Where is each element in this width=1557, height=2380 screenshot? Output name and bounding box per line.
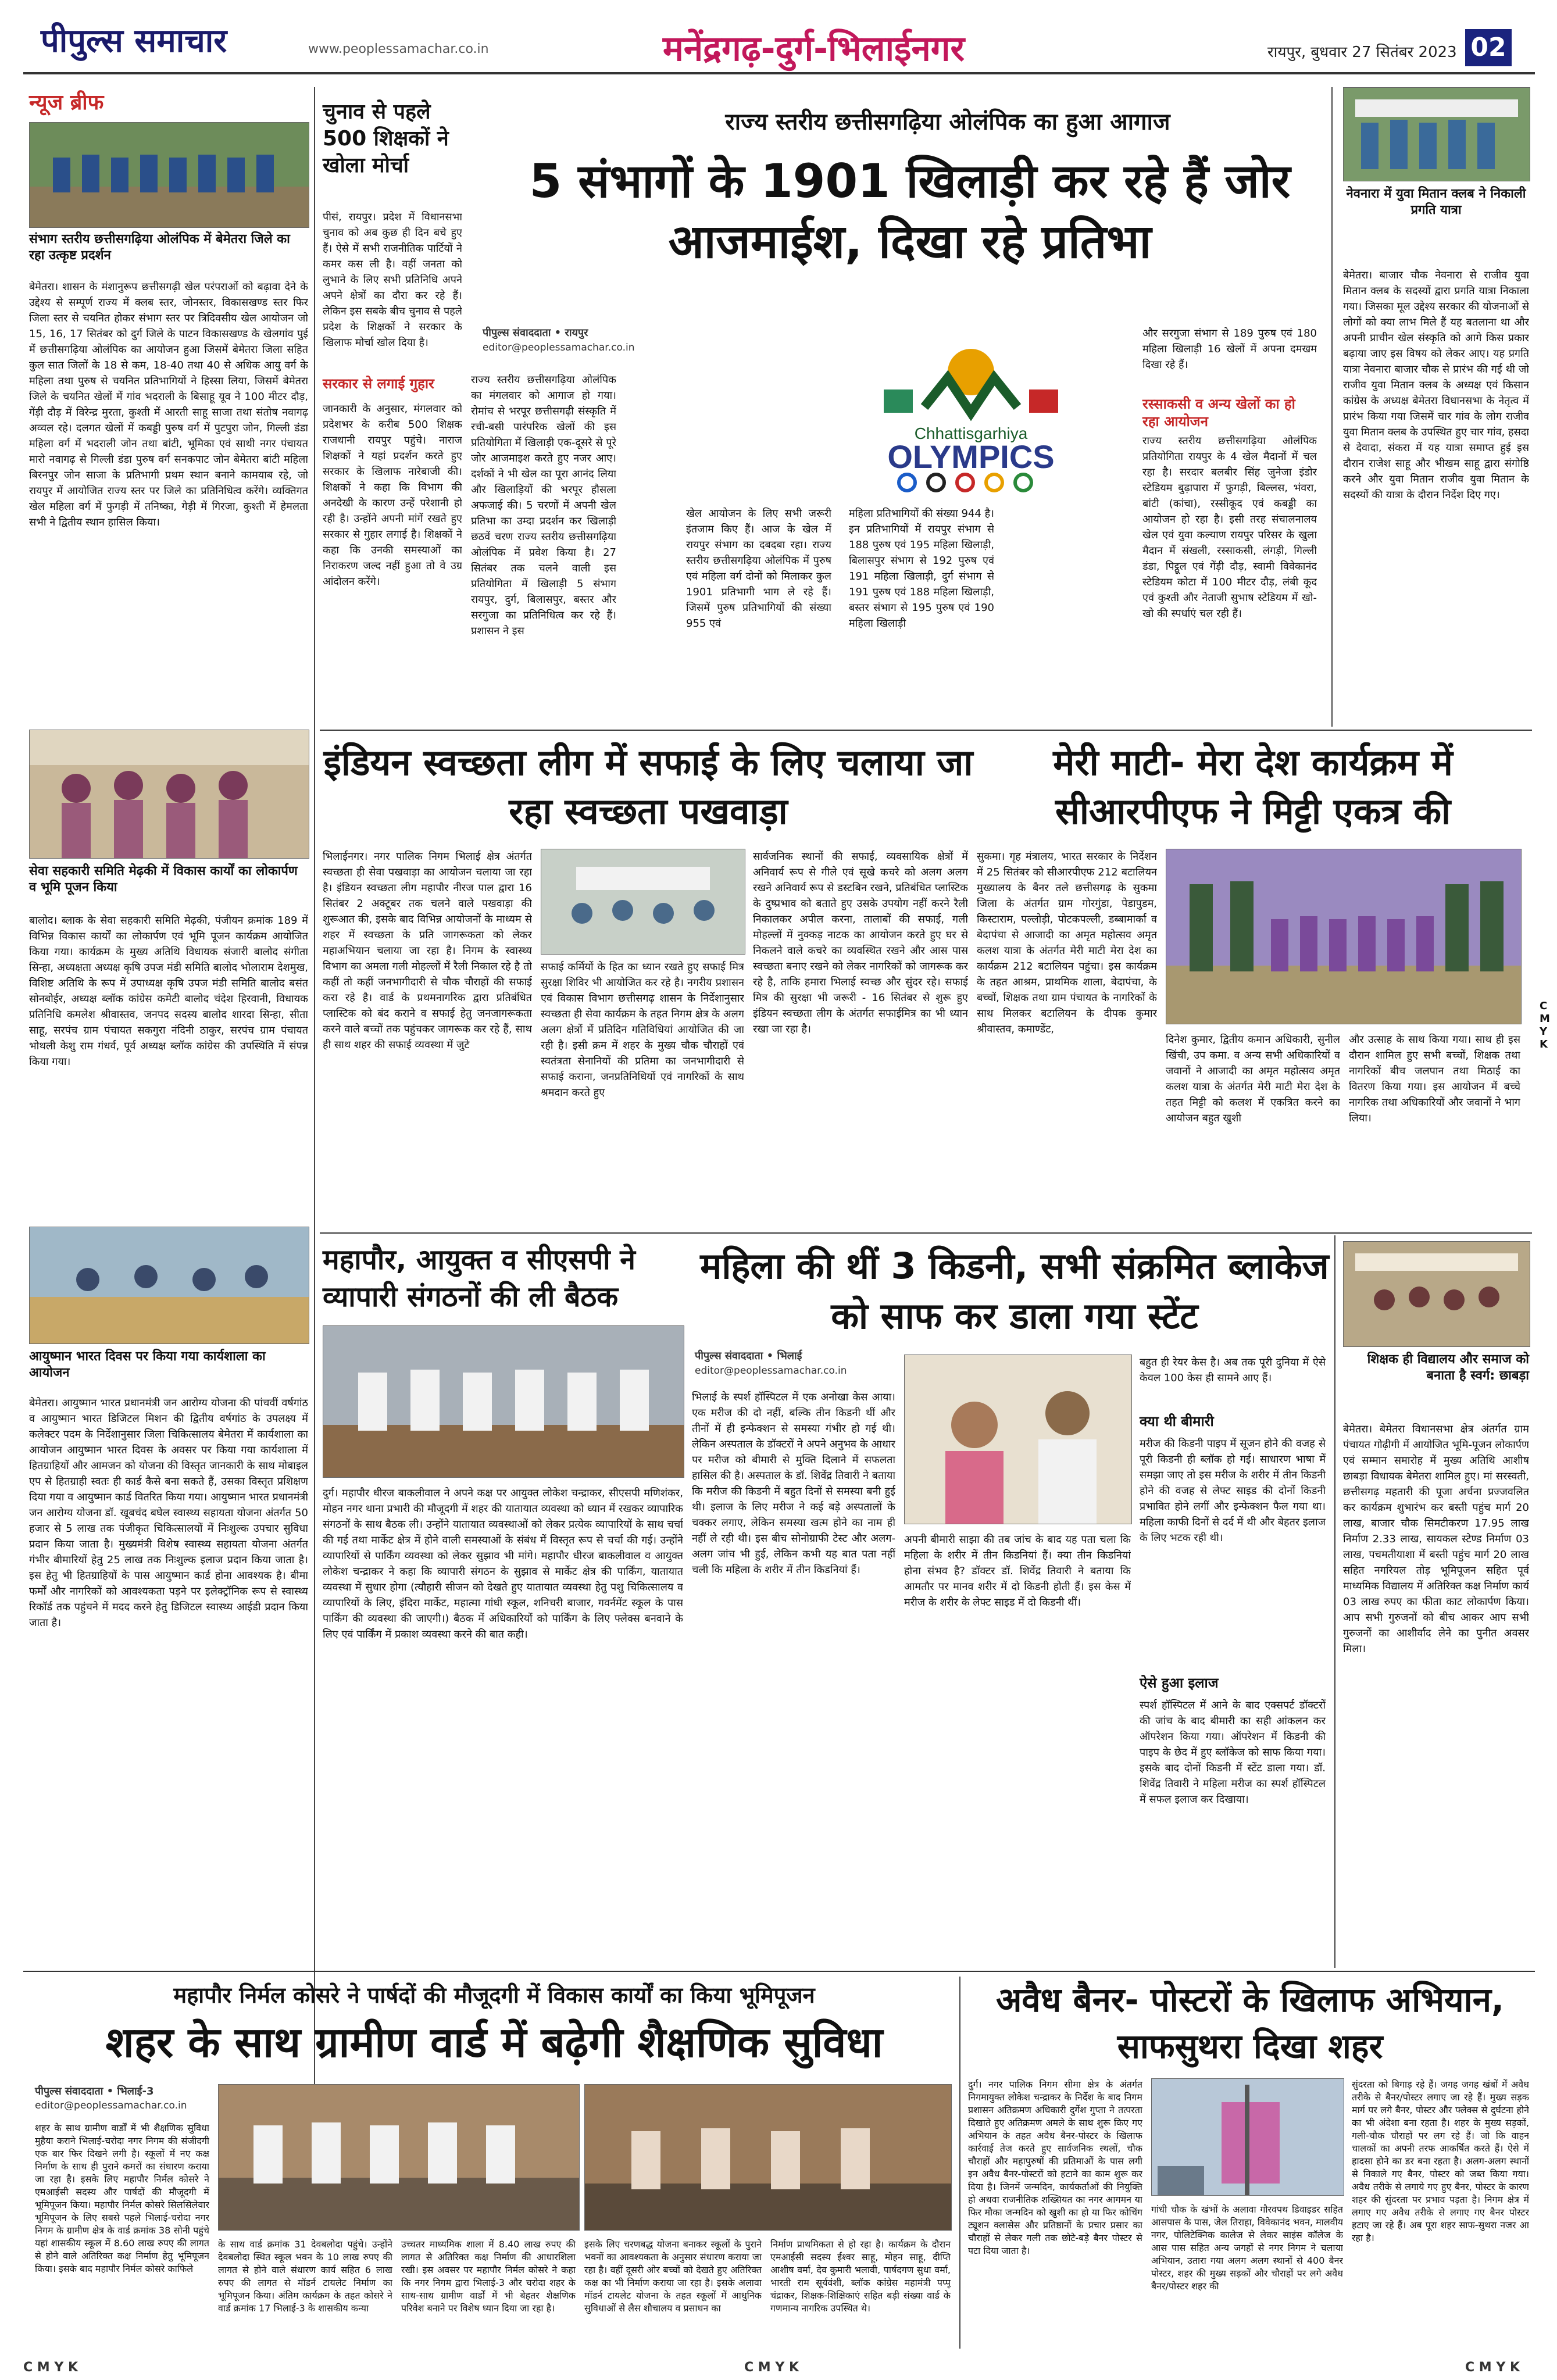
swachhta-headline: इंडियन स्वच्छता लीग में सफाई के लिए चलाया जा रहा स्वच्छता पखवाड़ा bbox=[323, 741, 973, 832]
banner-removal-photo bbox=[1151, 2078, 1344, 2196]
yatra-body: बेमेतरा। बाजार चौक नेवनारा से राजीव युवा मितान क्लब के सदस्यों द्वारा प्रगति यात्रा निकाला गया। जिसका मूल उद्देश्य सरकार की योजनाओं से लोगों को क्या लाभ मिले हैं यह बतलाना था और अपनी प्राचीन खेल संस्कृति को आगे किस प्रकार बढ़ाया जाए इस विषय को लेकर आए। यह प्रगति यात्रा नेवनारा बाजार चौक से प्रारंभ की गई थी जो राजीव युवा मितान क्लब के अध्यक्ष एवं किसान कांग्रेस के अध्यक्ष बेमेतरा विधानसभा के नेतृत्व में प्रारंभ किया गया जिसमें चार गांव के लोग राजीव युवा मितान क्लब के उपस्थित हुए चार गांव, हसदा से देवादा, संकरा में यह यात्रा समाप्त हुई इस दौरान राजेश साहू और भीखम साहू द्वारा संगोष्ठि करने और युवा मितान राजीव युवा मितान के सदस्यों की यात्रा के दौरान निर्देश दिए गए। bbox=[1343, 269, 1529, 501]
teacher-event-photo bbox=[1343, 1241, 1530, 1347]
bhoomipujan-photo-2 bbox=[584, 2084, 952, 2231]
cg-olympics-logo bbox=[797, 326, 1145, 494]
olympic-headline: 5 संभागों के 1901 खिलाड़ी कर रहे हैं जोर आजमाईश, दिखा रहे प्रतिभा bbox=[529, 154, 1291, 269]
olympic-body3: महिला प्रतिभागियों की संख्या 944 है। इन प्रतिभागियों में रायपुर संभाग से 188 पुरुष एवं 195 महिला खिलाड़ी, बिलासपुर संभाग से 192 पुरुष एवं 191 महिला खिलाड़ी, दुर्ग संभाग से 191 पुरुष एवं 188 महिला खिलाड़ी, बस्तर संभाग से 195 पुरुष एवं 190 महिला खिलाड़ी bbox=[849, 508, 994, 630]
kidney-body2: अपनी बीमारी साझा की तब जांच के बाद यह पता चला कि महिला के शरीर में तीन किडनियां हैं। क्या तीन किडनियां होना संभव है? डॉक्टर डॉ. शिवेंद्र तिवारी ने बताया कि आमतौर पर मानव शरीर में दो किडनी होती हैं। इस केस में मरीज के शरीर के लेफ्ट साइड में दो किडनी थीं। bbox=[904, 1534, 1131, 1609]
banners-body3: सुंदरता को बिगाड़ रहे हैं। जगह जगह खंबों में अवैध तरीके से बैनर/पोस्टर लगाए जा रहे हैं। मुख्य सड़क मार्ग पर लगे बैनर, पोस्टर और फ्लेक्स से दुर्घटना होने का भी अंदेशा बना रहता है। शहर के मुख्य सड़कों, गली-चौक चौराहों पर लग रहे हैं। जो कि वाहन चालकों का अपनी तरफ आकर्षित करते हैं। ऐसे में हादसा होने का डर बना रहता है। अलग-अलग स्थानों से निकाले गए बैनर, पोस्टर को जब्त किया गया। अवैध तरीके से लगाये गए हुए बैनर, पोस्टर के कारण शहर की सुंदरता पर प्रभाव पड़ता है। निगम क्षेत्र में लगाए गए अवैध तरीके से लगाए गए बैनर पोस्टर हटाए जा रहे हैं। अब पूरा शहर साफ-सुथरा नजर आ रहा है। bbox=[1352, 2079, 1529, 2243]
cmyk-mark-center: C M Y K bbox=[744, 2360, 799, 2375]
wards-email[interactable]: editor@peoplessamachar.co.in bbox=[35, 2100, 187, 2111]
teachers-headline: चुनाव से पहले 500 शिक्षकों ने खोला मोर्चा bbox=[323, 100, 449, 177]
wards-byline: पीपुल्स संवाददाता • भिलाई-3 bbox=[35, 2085, 154, 2097]
banners-body1: दुर्ग। नगर पालिक निगम सीमा क्षेत्र के अंतर्गत निगमायुक्त लोकेश चन्द्राकर के निर्देश के बाद निगम प्रशासन अतिक्रमण अधिकारी दुर्गेश गुप्ता ने तत्परता दिखाते हुए अतिक्रमण अमले के साथ शुरू किए गए अभियान के तहत अवैध बैनर-पोस्टर के खिलाफ कार्रवाई तेज करते हुए सार्वजनिक स्थलों, चौक चौराहों और महापुरुषों की प्रतिमाओं के पास लगी इन अवैध बैनर-पोस्टरों को हटाने का काम शुरू कर दिया है। जिनमें जन्मदिन, कार्यकर्ताओं की नियुक्ति हो अथवा राजनीतिक शख्सियत का नगर आगमन या फिर मौका जन्मदिन को खुशी का हो या फिर कोचिंग ट्यूशन क्लासेस और प्रतिष्ठानों के प्रचार प्रसार का चौराहों से लेकर गली तक छोटे-बड़े बैनर पोस्टर से पटा दिया जाता है। bbox=[968, 2079, 1142, 2256]
sports-team-photo bbox=[29, 122, 309, 228]
kidney-body1: भिलाई के स्पर्श हॉस्पिटल में एक अनोखा केस आया। एक मरीज की दो नहीं, बल्कि तीन किडनी थीं और तीनों में ही इन्फेक्शन से समस्या गंभीर हो गई थी। लेकिन अस्पताल के डॉक्टरों ने अपने अनुभव के आधार पर मरीज को बीमारी से मुक्ति दिलाने में सफलता हासिल की है। अस्पताल के डॉ. शिवेंद्र तिवारी ने बताया कि मरीज की किडनी में बहुत दिनों से समस्या बनी हुई थी। इलाज के लिए मरीज ने कई बड़े अस्पतालों के चक्कर लगाए, लेकिन समस्या खत्म होने का नाम ही नहीं ले रही थी। इस बीच सोनोग्राफी टेस्ट और अलग-अलग जांच भी हुई, लेकिन कभी यह बात पता नहीं चली कि महिला के शरीर में तीन किडनियां हैं। bbox=[692, 1391, 895, 1576]
meri-mati-body2: दिनेश कुमार, द्वितीय कमान अधिकारी, सुनील खिंची, उप कमा. व अन्य सभी अधिकारियों व जवानों ने आजादी का अमृत महोत्सव अमृत कलश यात्रा के अंतर्गत मेरी माटी मेरा देश के तहत मिट्टी को कलश में एकत्रित करने का आयोजन बहुत खुशी bbox=[1166, 1034, 1340, 1124]
olympic-kicker: राज्य स्तरीय छत्तीसगढ़िया ओलंपिक का हुआ आगाज bbox=[725, 109, 1170, 135]
teachers-subhead: सरकार से लगाई गुहार bbox=[323, 376, 434, 392]
wards-body4: इसके लिए चरणबद्ध योजना बनाकर स्कूलों के पुराने भवनों का आवश्यकता के अनुसार संधारण कराया जा रहा है। वहीं दूसरी ओर बच्चों को देखते हुए अतिरिक्त कक्ष का भी निर्माण कराया जा रहा है। इसके अलावा मॉडर्न टायलेट योजना के तहत स्कूलों में आधुनिक सुविधाओं से लैस शौचालय व प्रसाधन का bbox=[584, 2239, 762, 2314]
swachhta-body2: सफाई कर्मियों के हित का ध्यान रखते हुए सफाई मित्र सुरक्षा शिविर भी आयोजित कर रहे है। नगरीय प्रशासन एवं विकास विभाग छत्तीसगढ़ शासन के निर्देशानुसार स्वच्छता ही सेवा कार्यक्रम के तहत निगम क्षेत्र के अलग अलग क्षेत्रों में प्रतिदिन गतिविधियां आयोजित की जा रही है। इसी क्रम में शहर के मुख्य चौक चौराहों एवं स्वतंत्रता सेनानियों की प्रतिमा का जनभागीदारी से सफाई कराना, जनप्रतिनिधियों एवं नागरिकों के साथ श्रमदान करते हुए bbox=[541, 961, 744, 1099]
olympic-email[interactable]: editor@peoplessamachar.co.in bbox=[483, 342, 635, 353]
brief3-caption: आयुष्मान भारत दिवस पर किया गया कार्यशाला का आयोजन bbox=[29, 1349, 266, 1380]
meri-mati-body3: और उत्साह के साथ किया गया। साथ ही इस दौरान शामिल हुए सभी बच्चों, शिक्षक तथा नागरिकों बीच जलपान तथा मिठाई का वितरण किया गया। इस आयोजन में बच्चे नागरिक तथा अधिकारियों और जवानों ने भाग लिया। bbox=[1349, 1034, 1520, 1124]
meri-mati-body1: सुकमा। गृह मंत्रालय, भारत सरकार के निर्देशन में 25 सितंबर को सीआरपीएफ 212 बटालियन मुख्यालय के बैनर तले छत्तीसगढ़ के सुकमा जिला के अंतर्गत ग्राम गोरगुंडा, पेडापुडम, किस्टाराम, पल्लोड़ी, पोटकपल्ली, डब्बामार्का व बेदापंचा से आजादी का अमृत महोत्सव अमृत कलश यात्रा के अंतर्गत मेरी माटी मेरा देश का कार्यक्रम 212 बटालियन पहुंचा। इस कार्यक्रम के तहत आश्रम, प्राथमिक शाला, बेदापंचा, के बच्चों, शिक्षक तथा ग्राम पंचायत के नागरिकों के साथ मिलकर बटालियन के दीपक कुमार श्रीवास्तव, कमाण्डेंट, bbox=[977, 850, 1157, 1035]
swachhta-photo bbox=[541, 849, 745, 955]
brief1-caption: संभाग स्तरीय छत्तीसगढ़िया ओलंपिक में बेमेतरा जिले का रहा उत्कृष्ट प्रदर्शन bbox=[29, 232, 290, 263]
teachers-body: पीसं, रायपुर। प्रदेश में विधानसभा चुनाव को अब कुछ ही दिन बचे हुए हैं। ऐसे में सभी राजनीतिक पार्टियों ने कमर कस ली है। वहीं जनता को लुभाने के लिए सभी प्रतिनिधि अपने अपने क्षेत्रों का दौरा कर रहे हैं। लेकिन इस सबके बीच चुनाव से पहले प्रदेश के शिक्षकों ने सरकार के खिलाफ मोर्चा खोल दिया है। bbox=[323, 211, 462, 349]
logo-main-text: OLYMPICS bbox=[887, 438, 1055, 475]
cmyk-mark-right: C M Y K bbox=[1465, 2360, 1520, 2375]
kidney-body5: स्पर्श हॉस्पिटल में आने के बाद एक्सपर्ट डॉक्टरों की जांच के बाद बीमारी का सही आंकलन कर ऑपरेशन किया गया। ऑपरेशन में किडनी की पाइप के छेद में हुए ब्लॉकेज को साफ किया गया। इसके बाद दोनों किडनी में स्टेंट डाला गया। डॉ. शिवेंद्र तिवारी ने महिला मरीज का स्पर्श हॉस्पिटल में सफल इलाज कर दिखाया। bbox=[1140, 1699, 1326, 1806]
crpf-children-photo bbox=[1166, 849, 1522, 1024]
wards-body5: निर्माण प्राथमिकता से हो रहा है। कार्यक्रम के दौरान एमआईसी सदस्य ईश्वर साहू, मोहन साहू, दीप्ति आशीष वर्मा, देव कुमारी भलावी, पार्षदगण सुधा वर्मा, भारती राम सूर्यवंशी, ब्लॉक कांग्रेस महामंत्री पप्पू चंद्राकर, शिक्षक-शिक्षिकाएं सहित बड़ी संख्या वार्ड के गणमान्य नागरिक उपस्थित थे। bbox=[770, 2239, 951, 2314]
kidney-body4: मरीज की किडनी पाइप में सूजन होने की वजह से पूरी किडनी ही ब्लॉक हो गई। साधारण भाषा में समझा जाए तो इस मरीज के शरीर में तीन किडनी होने की वजह से लेफ्ट साइड की दोनों किडनी प्रभावित होने लगीं और इन्फेक्शन फैल गया था। महिला काफी दिनों से दर्द में थी और बेहतर इलाज के लिए भटक रही थी। bbox=[1140, 1438, 1326, 1544]
mayor-meeting-body: दुर्ग। महापौर धीरज बाकलीवाल ने अपने कक्ष पर आयुक्त लोकेश चन्द्राकर, सीएसपी मणिशंकर, मोहन नगर थाना प्रभारी की मौजूदगी में शहर की यातायात व्यवस्था को ध्यान में रखकर व्यापारिक संगठनों के साथ बैठक ली। उन्होंने यातायात व्यवस्थाओं को लेकर प्रत्येक व्यापारियों के साथ चर्चा की गई तथा मार्केट क्षेत्र में होने वाली समस्याओं के संबंध में विस्तृत रूप से चर्चा की गई। उन्होंने व्यापारियों से पार्किंग व्यवस्था को लेकर सुझाव भी मांगे। महापौर धीरज बाकलीवाल व आयुक्त लोकेश चन्द्राकर ने कहा कि व्यापारी संगठन के सुझाव से मार्केट क्षेत्र की पार्किंग, यातायात व्यवस्था में सुधार होगा (त्यौहारी सीजन को देखते हुए यातायात व्यवस्था हेतु पशु चिकित्सालय व व्यापारियों के लिए, इंदिरा मार्केट, महात्मा गांधी स्कूल, शनिचरी बाजार, गवर्नमेंट स्कूल के पास पार्किंग की व्यवस्था की जाएगी।) बैठक में अधिकारियों को पार्किंग के लिए फ्लेक्स बनवाने के लिए एवं पार्किंग में प्रकाश व्यवस्था करने की बात कही। bbox=[323, 1487, 683, 1641]
cmyk-mark-side: CMYK bbox=[1540, 1000, 1550, 1050]
olympic-body4: और सरगुजा संभाग से 189 पुरुष एवं 180 महिला खिलाड़ी 16 खेलों में अपना दमखम दिखा रहे हैं। bbox=[1142, 327, 1317, 371]
kidney-byline: पीपुल्स संवाददाता • भिलाई bbox=[695, 1350, 802, 1362]
brief2-caption: सेवा सहकारी समिति मेढ़की में विकास कार्यों का लोकार्पण व भूमि पूजन किया bbox=[29, 864, 298, 895]
brief3-body: बेमेतरा। आयुष्मान भारत प्रधानमंत्री जन आरोग्य योजना की पांचवीं वर्षगांठ व आयुष्मान भारत डिजिटल मिशन की द्वितीय वर्षगांठ के उपलक्ष्य में कलेक्टर पदम के निर्देशानुसार जिला चिकित्सालय बेमेतरा में कार्यशाला का आयोजन आयुष्मान भारत दिवस के अवसर पर किया गया कार्यशाला में हितग्राहियों और आमजन को योजना की विस्तृत जानकारी के साथ मोबाइल एप से हितग्राही स्वतः ही कार्ड कैसे बना सकते हैं, उसका विस्तृत प्रशिक्षण दिया गया व आयुष्मान कार्ड वितरित किया गया। आयुष्मान भारत प्रधानमंत्री जन आरोग्य योजना डॉ. खूबचंद बघेल स्वास्थ्य सहायता योजना अंतर्गत 50 हजार से 5 लाख तक पंजीकृत चिकित्सालयों में निःशुल्क उपचार सुविधा प्रदान किया जाता है। मुख्यमंत्री विशेष स्वास्थ्य सहायता योजना अंतर्गत गंभीर बीमारियों हेतु 25 लाख तक निःशुल्क इलाज प्रदान किया जाता है। इस हेतु भी हितग्राहियों के पास आयुष्मान कार्ड होना आवश्यक है। बीमा फर्मों और नागरिकों को आवश्यकता पड़ने पर इलेक्ट्रॉनिक रूप से स्वास्थ्य रिकॉर्ड तक पहुंचने में मदद करने हेतु डिजिटल स्वास्थ्य आईडी प्रदान किया जाता है। bbox=[29, 1397, 308, 1629]
olympic-subhead: रस्साकसी व अन्य खेलों का हो रहा आयोजन bbox=[1142, 396, 1295, 430]
issue-date: रायपुर, बुधवार 27 सितंबर 2023 bbox=[1267, 44, 1457, 61]
wards-body2: के साथ वार्ड क्रमांक 31 देवबलोदा पहुंचे। उन्होंने देवबलोदा स्थित स्कूल भवन के 10 लाख रुपए की लागत से होने वाले संधारण कार्य सहित 6 लाख रुपए की लागत से मॉडर्न टायलेट निर्माण का भूमिपूजन किया। अंतिम कार्यक्रम के तहत कोसरे ने वार्ड क्रमांक 17 भिलाई-3 के शासकीय कन्या bbox=[218, 2239, 392, 2314]
wards-body1: शहर के साथ ग्रामीण वार्डों में भी शैक्षणिक सुविधा मुहैया कराने भिलाई-चरोदा नगर निगम की संजीदगी एक बार फिर दिखने लगी है। स्कूलों में नए कक्ष निर्माण के साथ ही पुराने कमरों का संधारण कराया जा रहा है। इसके लिए महापौर निर्मल कोसरे ने एमआईसी सदस्य और पार्षदों की मौजूदगी में भूमिपूजन किया। महापौर निर्मल कोसरे सिलसिलेवार भूमिपूजन के लिए सबसे पहले भिलाई-चरोदा नगर निगम के ग्रामीण क्षेत्र के वार्ड क्रमांक 38 सोनी पहुंचे यहां शासकीय स्कूल में 8.60 लाख रुपए की लागत से होने वाले अतिरिक्त कक्ष निर्माण हेतु भूमिपूजन किया। इसके बाद महापौर निर्मल कोसरे काफिले bbox=[35, 2122, 209, 2274]
wards-headline: शहर के साथ ग्रामीण वार्ड में बढ़ेगी शैक्षणिक सुविधा bbox=[105, 2018, 883, 2067]
swachhta-body3: सार्वजनिक स्थानों की सफाई, व्यवसायिक क्षेत्रों में अनिवार्य रूप से गीले एवं सूखे कचरे को अलग अलग रखने अनिवार्य रूप से डस्टबिन रखने, प्रतिबंधित प्लास्टिक के दुष्प्रभाव को बताते हुए उसके उपयोग नहीं करने रैली निकालकर अपील करना, तालाबों की सफाई, गली मोहल्लों में नुक्कड़ नाटक का आयोजन करते हुए घर से निकलने वाले कचरे का व्यवस्थित रखने और आस पास स्वच्छता बनाए रखने को लेकर नागरिकों को जागरूक कर रहे है, ताकि हमारा भिलाई स्वच्छ और सुंदर रहे। सफाई मित्र की सुरक्षा भी जरूरी - 16 सितंबर से शुरू हुए इंडियन स्वच्छता लीग के अंतर्गत सफाईमित्र का भी ध्यान रखा जा रहा है। bbox=[753, 850, 968, 1035]
swachhta-body1: भिलाईनगर। नगर पालिक निगम भिलाई क्षेत्र अंतर्गत स्वच्छता ही सेवा पखवाड़ा का आयोजन चलाया जा रहा है। इंडियन स्वच्छता लीग महापौर नीरज पाल द्वारा 16 सितंबर 2 अक्टूबर तक चलने वाले पखवाड़ा की शुरूआत की, इसके बाद विभिन्न आयोजनों के माध्यम से शहर में स्वच्छता के प्रति जागरूकता को लेकर महाअभियान चलाया जा रहा है। निगम के स्वास्थ्य विभाग का अमला गली मोहल्लों में रैली निकाल रहे है तो कहीं तो कहीं जनभागीदारी से चौक चौराहों की सफाई करा रहे है। वार्ड के प्रथमनागरिक द्वारा प्रतिबंधित प्लास्टिक को बंद कराने व सफाई हेतु जनजागरूकता करने वाले बच्चों तक पहुंचकर जागरूक कर रहे हैं, साथ ही साथ शहर की सफाई व्यवस्था में जुटे bbox=[323, 850, 532, 1051]
banners-headline: अवैध बैनर- पोस्टरों के खिलाफ अभियान, साफसुथरा दिखा शहर bbox=[996, 1980, 1504, 2066]
brief1-body: बेमेतरा। शासन के मंशानुरूप छत्तीसगढ़ी खेल परंपराओं को बढ़ावा देने के उद्देश्य से सम्पूर्ण राज्य में क्लब स्तर, जोनस्तर, विकासखण्ड स्तर फिर जिला स्तर से चयनित होकर संभाग स्तर पर त्रिदिवसीय खेल आयोजन जो 15, 16, 17 सितंबर को दुर्ग जिले के पाटन विकासखण्ड के खेलगांव पुई में छत्तीसगढ़िया ओलंपिक का आयोजन हुआ जिसमें बेमेतरा जिला सहित कुल सात जिलों के 18 से कम, 18-40 तथा 40 से अधिक आयु वर्ग के महिला तथा पुरुष से चयनित प्रतिभागियों ने हिस्सा लिया, जिसमें बेमेतरा जिले के चयनित खेलों में गांव भदराली के बिसाहू यूव ने 100 मीटर दौड़, गेंड़ी दौड़ में विरेन्द्र मुरता, कुश्ती में आरती साहू साजा तथा संतोष नवागढ़ अव्वल रहे। दलगत खेलों में कबड्डी पुरुष वर्ग में पुटपुरा जोन, गिल्ली डंडा महिला वर्ग में भदराली जोन तथा बांटी, भूमिका एवं साथी नगर पंचायत मारो नवागढ़ से गिल्ली डंडा पुरुष वर्ग सनकपाट जोन बेमेतरा बांटी महिला बिरनपुर जोन साजा के प्रतिभागी प्रथम स्थान बनाने कामयाब रहे, जो रायपुर में आयोजित राज्य स्तर पर जिले का प्रतिनिधित्व करेंगे। व्यक्तिगत खेल महिला वर्ग में फुगड़ी में तनिष्का, गेड़ी में गिरजा, कुश्ती में हेमलता सभी ने द्वितीय स्थान हासिल किया। bbox=[29, 281, 308, 528]
logo-top-text: Chhattisgarhiya bbox=[914, 424, 1028, 442]
wards-body3: उच्चतर माध्यमिक शाला में 8.40 लाख रुपए की लागत से अतिरिक्त कक्ष निर्माण की आधारशिला रखी। इस अवसर पर महापौर निर्मल कोसरे ने कहा कि नगर निगम द्वारा भिलाई-3 और चरोदा शहर के साथ-साथ ग्रामीण वार्डों में भी बेहतर शैक्षणिक परिवेश बनाने पर विशेष ध्यान दिया जा रहा है। bbox=[401, 2239, 576, 2314]
olympic-body5: राज्य स्तरीय छत्तीसगढ़िया ओलंपिक प्रतियोगिता रायपुर के 4 खेल मैदानों में चल रहा है। सरदार बलबीर सिंह जुनेजा इंडोर स्टेडियम बुढ़ापारा में फुगड़ी, बिल्लस, भंवरा, बांटी (कांचा), रस्सीकूद एवं कबड्डी का आयोजन हो रहा है। इसी तरह संचालनालय खेल एवं युवा कल्याण रायपुर परिसर के खुला मैदान में संखली, रस्साकसी, लंगड़ी, गिल्ली डंडा, पिट्ठूल एवं गेंड़ी दौड़, स्वामी विवेकानंद स्टेडियम कोटा में 100 मीटर दौड़, लंबी कूद एवं कुश्ती और नेताजी सुभाष स्टेडियम में खो-खो की स्पर्धाएं चल रही हैं। bbox=[1142, 435, 1317, 620]
olympic-body2: खेल आयोजन के लिए सभी जरूरी इंतजाम किए हैं। आज के खेल में रायपुर संभाग का दबदबा रहा। राज्य स्तरीय छत्तीसगढ़िया ओलंपिक में पुरुष एवं महिला वर्ग दोनों को मिलाकर कुल 1901 प्रतिभागी भाग ले रहे हैं। जिसमें पुरुष प्रतिभागियों की संख्या 955 एवं bbox=[686, 508, 831, 630]
kidney-body3: बहुत ही रेयर केस है। अब तक पूरी दुनिया में ऐसे केवल 100 केस ही सामने आए हैं। bbox=[1140, 1356, 1326, 1384]
teacher-school-caption: शिक्षक ही विद्यालय और समाज को बनाता है स्वर्ग: छाबड़ा bbox=[1367, 1352, 1529, 1383]
kidney-headline: महिला की थीं 3 किडनी, सभी संक्रमित ब्लाकेज को साफ कर डाला गया स्टेंट bbox=[700, 1245, 1329, 1337]
kidney-subhead1: क्या थी बीमारी bbox=[1140, 1413, 1214, 1430]
teachers-body2: जानकारी के अनुसार, मंगलवार को प्रदेशभर के करीब 500 शिक्षक राजधानी रायपुर पहुंचे। नाराज शिक्षकों ने यहां प्रदर्शन करते हुए सरकार के खिलाफ नारेबाजी की। शिक्षकों ने कहा कि विभाग की अनदेखी के कारण उन्हें परेशानी हो रही है। उन्होंने अपनी मांगें रखते हुए सरकार से गुहार लगाई है। शिक्षकों ने कहा कि उनकी समस्याओं का निराकरण जल्द नहीं हुआ तो वे उग्र आंदोलन करेंगे। bbox=[323, 403, 462, 588]
mayor-meeting-photo bbox=[323, 1325, 684, 1478]
masthead-logo: पीपुल्स समाचार bbox=[41, 22, 227, 60]
kidney-email[interactable]: editor@peoplessamachar.co.in bbox=[695, 1365, 847, 1377]
page-number: 02 bbox=[1465, 29, 1512, 66]
cooperative-society-photo bbox=[29, 730, 309, 859]
wards-kicker: महापौर निर्मल कोसरे ने पार्षदों की मौजूदगी में विकास कार्यों का किया भूमिपूजन bbox=[173, 1982, 815, 2008]
kidney-subhead2: ऐसे हुआ इलाज bbox=[1140, 1675, 1219, 1691]
ayushman-workshop-photo bbox=[29, 1227, 309, 1344]
masthead-url[interactable]: www.peoplessamachar.co.in bbox=[308, 42, 489, 56]
banners-body2: गांधी चौक के खंभों के अलावा गौरवपथ डिवाइडर सहित आसपास के पास, जेल तिराहा, विवेकानंद भवन, मालवीय नगर, पोलिटेक्निक कालेज से लेकर साइंस कॉलेज के आस पास सहित अन्य जगहों से नगर निगम ने चलाया अभियान, उतारा गया अलग अलग स्थानों से 400 बैनर पोस्टर, शहर की मुख्य सड़कों और चौराहों पर लगे अवैध बैनर/पोस्टर शहर की bbox=[1151, 2204, 1343, 2292]
cmyk-mark-left: C M Y K bbox=[23, 2360, 78, 2375]
news-brief-label: न्यूज ब्रीफ bbox=[29, 91, 104, 115]
olympic-body1: राज्य स्तरीय छत्तीसगढ़िया ओलंपिक का मंगलवार को आगाज हो गया। रोमांच से भरपूर छत्तीसगढ़ी संस्कृति में रची-बसी पारंपरिक खेलों की इस प्रतियोगिता में खिलाड़ी एक-दूसरे से पूरे जोर आजमाइश करते हुए नजर आए। दर्शकों ने भी खेल का पूरा आनंद लिया और खिलाड़ियों की भरपूर हौसला अफजाई की। 5 चरणों में अपनी खेल प्रतिभा का उम्दा प्रदर्शन कर खिलाड़ी छठवें चरण राज्य स्तरीय छत्तीसगढ़िया ओलंपिक में प्रवेश किया है। 27 सितंबर तक चलने वाली इस प्रतियोगिता में खिलाड़ी 5 संभाग रायपुर, दुर्ग, बिलासपुर, बस्तर और सरगुजा का प्रतिनिधित्व कर रहे हैं। प्रशासन ने इस bbox=[471, 374, 616, 637]
olympic-byline: पीपुल्स संवाददाता • रायपुर bbox=[483, 327, 588, 339]
mayor-meeting-headline: महापौर, आयुक्त व सीएसपी ने व्यापारी संगठनों की ली बैठक bbox=[323, 1243, 635, 1313]
doctor-photo bbox=[904, 1355, 1132, 1524]
meri-mati-headline: मेरी माटी- मेरा देश कार्यक्रम में सीआरपीएफ ने मिट्टी एकत्र की bbox=[1053, 741, 1453, 832]
bhoomipujan-photo-1 bbox=[218, 2084, 580, 2231]
edition-title: मनेंद्रगढ़-दुर्ग-भिलाईनगर bbox=[663, 28, 965, 69]
yatra-caption: नेवनारा में युवा मितान क्लब ने निकाली प्रगति यात्रा bbox=[1346, 187, 1526, 217]
yatra-photo bbox=[1343, 87, 1530, 181]
masthead-rule bbox=[23, 72, 1535, 74]
brief2-body: बालोद। ब्लाक के सेवा सहकारी समिति मेढ़की, पंजीयन क्रमांक 189 में विभिन्न विकास कार्यों का लोकार्पण एवं भूमि पूजन कार्यक्रम आयोजित किया गया। कार्यक्रम के मुख्य अतिथि विधायक संजारी बालोद संगीता सिन्हा, अध्यक्षता अध्यक्ष कृषि उपज मंडी समिति बालोद भोलाराम देशमुख, विशिष्ट अतिथि के रूप में उपाध्यक्ष कृषि उपज मंडी समिति बालोद बसंत सोनबोईर, अध्यक्ष ब्लॉक कांग्रेस कमेटी बालोद चंदेश हिरवानी, विधायक प्रतिनिधि कमलेश श्रीवास्तव, जनपद सदस्य बालोद शारदा सिन्हा, सीता साहू, सरपंच ग्राम पंचायत सकगुरा नंदिनी ठाकुर, सरपंच ग्राम पंचायत भोथली केशु राम गंधर्व, पूर्व अध्यक्ष ब्लॉक कांग्रेस की उपस्थिति में संपन्न किया गया। bbox=[29, 914, 308, 1068]
teacher-school-body: बेमेतरा। बेमेतरा विधानसभा क्षेत्र अंतर्गत ग्राम पंचायत गोढ़ीगी में आयोजित भूमि-पूजन लोकार्पण एवं सम्मान समारोह में मुख्य अतिथि आशीष छाबड़ा विधायक बेमेतरा शामिल हुए। मां सरस्वती, छत्तीसगढ़ महतारी की पूजा अर्चना प्रज्जवलित कर कार्यक्रम शुभारंभ कर बस्ती पहुंच मार्ग 20 लाख, बाजार चौक सिमटीकरण 17.95 लाख निर्माण 2.33 लाख, सायकल स्टेण्ड निर्माण 03 लाख, पचमतीयाशा में बस्ती पहुंच मार्ग 20 लाख सहित नगरियल तोड़ भूमिपूजन सहित पूर्व माध्यमिक विद्यालय में अतिरिक्त कक्ष निर्माण कार्य 03 लाख रुपए का फीता काट लोकार्पण किया। आप सभी गुरुजनों को बीच आकर आप सभी गुरुजनों का आशीर्वाद लेने का पुनीत अवसर मिला। bbox=[1343, 1423, 1529, 1655]
